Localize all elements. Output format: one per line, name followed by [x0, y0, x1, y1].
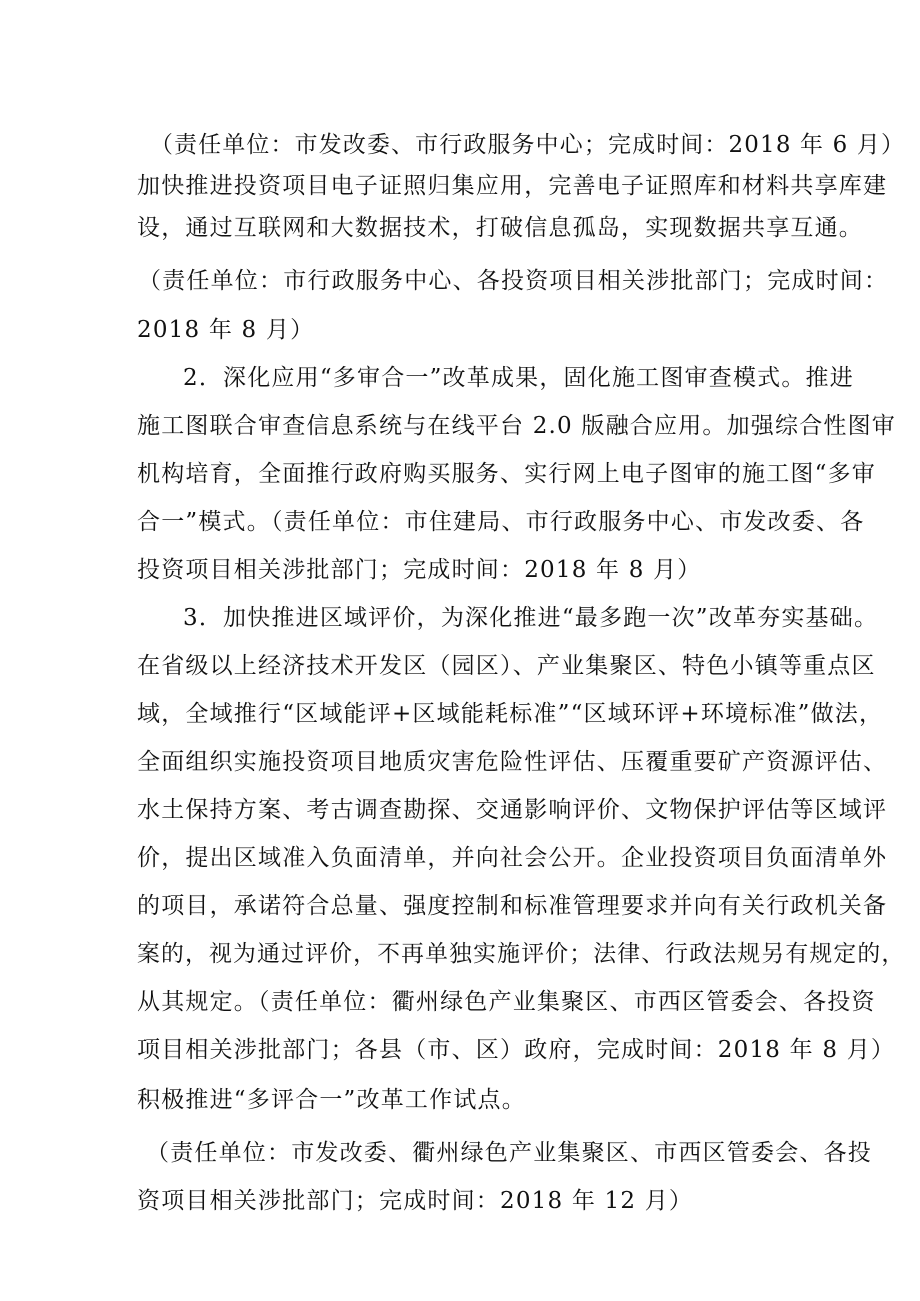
text-line: 设，通过互联网和大数据技术，打破信息孤岛，实现数据共享互通。 — [137, 215, 863, 241]
text-line: 机构培育，全面推行政府购买服务、实行网上电子图审的施工图“多审 — [137, 461, 876, 487]
text-line: 2018 年 8 月） — [137, 317, 315, 343]
text-line: （责任单位：市行政服务中心、各投资项目相关涉批部门；完成时间： — [138, 268, 889, 294]
text-line: 域，全域推行“区域能评+区域能耗标准”“区域环评+环境标准”做法， — [137, 701, 884, 727]
text-line: 案的，视为通过评价，不再单独实施评价；法律、行政法规另有规定的， — [137, 941, 906, 967]
text-line: 水土保持方案、考古调查勘探、交通影响评价、文物保护评估等区域评 — [137, 797, 888, 823]
text-line: 投资项目相关涉批部门；完成时间：2018 年 8 月） — [137, 557, 702, 583]
text-line: 合一”模式。（责任单位：市住建局、市行政服务中心、市发改委、各 — [137, 509, 865, 535]
text-line: 从其规定。（责任单位：衢州绿色产业集聚区、市西区管委会、各投资 — [137, 989, 876, 1015]
text-line: 价，提出区域准入负面清单，并向社会公开。企业投资项目负面清单外 — [137, 845, 888, 871]
text-line: 积极推进“多评合一”改革工作试点。 — [137, 1087, 526, 1113]
text-line: 的项目，承诺符合总量、强度控制和标准管理要求并向有关行政机关备 — [137, 893, 888, 919]
text-line: 施工图联合审查信息系统与在线平台 2.0 版融合应用。加强综合性图审 — [137, 413, 896, 439]
text-line: 资项目相关涉批部门；完成时间：2018 年 12 月） — [137, 1188, 694, 1214]
text-line: （责任单位：市发改委、市行政服务中心；完成时间：2018 年 6 月） — [150, 132, 906, 158]
text-line: 项目相关涉批部门；各县（市、区）政府，完成时间：2018 年 8 月） — [137, 1037, 896, 1063]
text-line: 3．加快推进区域评价，为深化推进“最多跑一次”改革夯实基础。 — [183, 605, 879, 631]
text-line: 2．深化应用“多审合一”改革成果，固化施工图审查模式。推进 — [183, 365, 854, 391]
text-line: 在省级以上经济技术开发区（园区）、产业集聚区、特色小镇等重点区 — [137, 653, 876, 679]
text-line: （责任单位：市发改委、衢州绿色产业集聚区、市西区管委会、各投 — [146, 1140, 872, 1166]
text-line: 加快推进投资项目电子证照归集应用，完善电子证照库和材料共享库建 — [137, 173, 888, 199]
text-line: 全面组织实施投资项目地质灾害危险性评估、压覆重要矿产资源评估、 — [137, 749, 888, 775]
